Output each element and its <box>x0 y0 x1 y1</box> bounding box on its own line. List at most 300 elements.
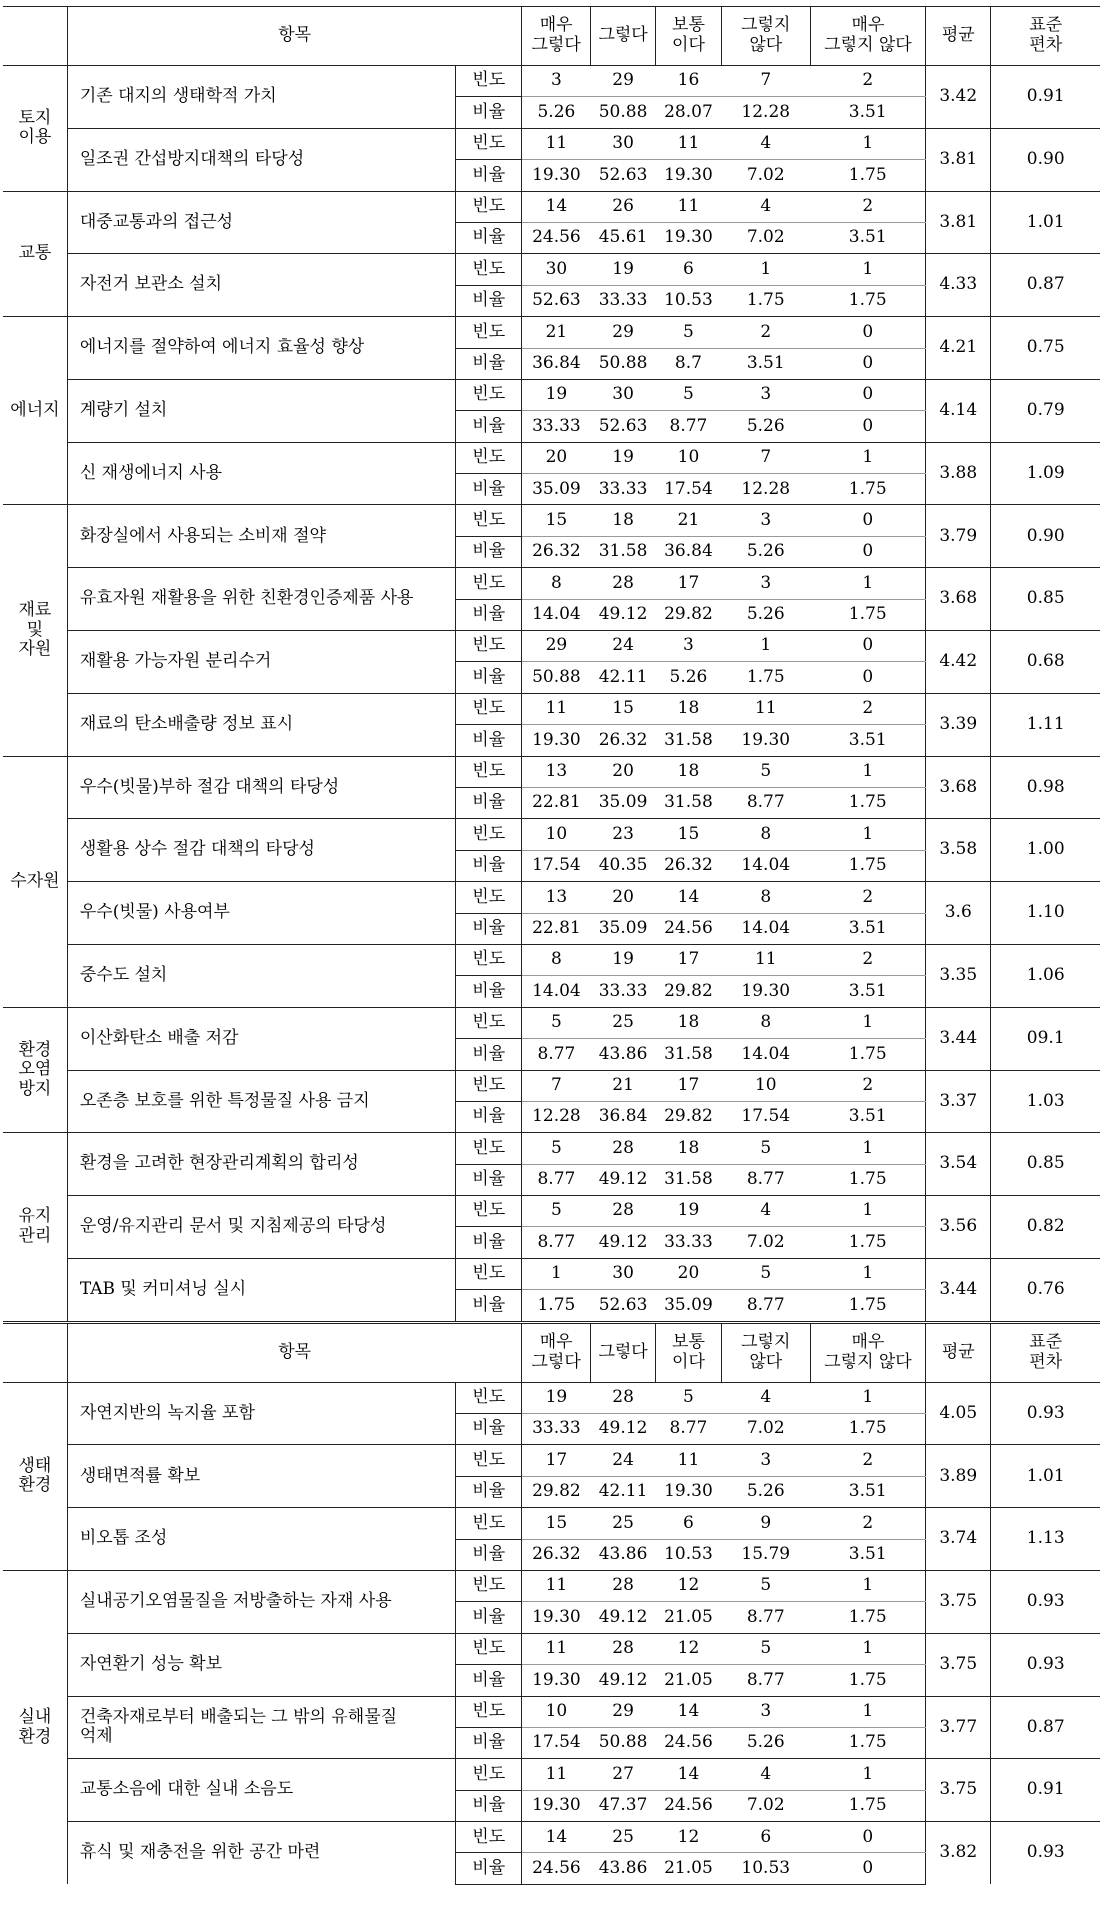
ratio-value: 14.04 <box>532 980 581 1001</box>
freq-value: 3 <box>721 505 810 536</box>
ratio-value: 17.54 <box>741 1106 791 1127</box>
freq-value: 4 <box>721 1382 810 1413</box>
freq-value: 4 <box>721 1196 810 1227</box>
ratio-label: 비율 <box>455 1290 521 1322</box>
header-item: 항목 <box>67 1322 522 1382</box>
freq-label: 빈도 <box>455 1133 521 1164</box>
ratio-value: 36.84 <box>664 541 713 562</box>
ratio-value: 26.32 <box>532 1544 581 1564</box>
freq-value: 14 <box>522 1822 590 1853</box>
freq-value: 4 <box>721 191 810 222</box>
item-name: 실내공기오염물질을 저방출하는 자재 사용 <box>67 1570 455 1633</box>
freq-value: 17 <box>656 1070 721 1101</box>
item-name: 재활용 가능자원 분리수거 <box>67 631 455 694</box>
mean-value: 3.75 <box>926 1759 991 1822</box>
freq-value: 25 <box>590 1508 655 1539</box>
freq-value: 2 <box>810 191 925 222</box>
category-cell: 교통 <box>3 191 67 317</box>
freq-value: 14 <box>656 1696 721 1727</box>
ratio-value: 8.77 <box>746 1169 785 1190</box>
freq-value: 3 <box>721 1696 810 1727</box>
sd-value: 0.98 <box>991 756 1100 819</box>
ratio-value: 5.26 <box>746 415 785 436</box>
ratio-label: 비율 <box>455 1227 521 1258</box>
ratio-value: 35.09 <box>664 1294 713 1315</box>
freq-value: 5 <box>656 379 721 410</box>
ratio-value: 8.77 <box>746 792 785 813</box>
ratio-value: 8.77 <box>537 1043 576 1064</box>
category-cell: 실내 환경 <box>3 1570 67 1884</box>
freq-value: 5 <box>656 1382 721 1413</box>
header-c4: 그렇지 않다 <box>721 1322 810 1382</box>
freq-value: 1 <box>810 1633 925 1664</box>
table-row <box>3 1822 1100 1853</box>
ratio-value: 49.12 <box>598 1669 648 1690</box>
ratio-value: 43.86 <box>598 1544 648 1564</box>
ratio-value: 47.37 <box>598 1795 648 1816</box>
freq-value: 7 <box>522 1070 590 1101</box>
table-row <box>3 128 1100 159</box>
table-row <box>3 1382 1100 1413</box>
ratio-value: 7.02 <box>746 227 785 248</box>
freq-value: 10 <box>656 442 721 473</box>
freq-label: 빈도 <box>455 66 521 97</box>
ratio-value: 49.12 <box>598 1231 648 1252</box>
ratio-label: 비율 <box>455 850 521 881</box>
ratio-label: 비율 <box>455 222 521 253</box>
ratio-value: 42.11 <box>598 666 648 687</box>
freq-value: 30 <box>590 379 655 410</box>
ratio-value: 24.56 <box>664 1795 713 1816</box>
mean-value: 4.05 <box>926 1382 991 1445</box>
freq-value: 1 <box>721 254 810 285</box>
ratio-value: 1.75 <box>848 1231 887 1252</box>
ratio-value: 33.33 <box>598 290 648 311</box>
table-row <box>3 1258 1100 1289</box>
sd-value: 0.93 <box>991 1570 1100 1633</box>
item-name: 우수(빗물)부하 절감 대책의 타당성 <box>67 756 455 819</box>
ratio-value: 8.77 <box>669 415 708 436</box>
sd-value: 0.93 <box>991 1382 1100 1445</box>
item-name: 건축자재로부터 배출되는 그 밖의 유해물질 억제 <box>67 1696 455 1759</box>
ratio-value: 8.77 <box>537 1231 576 1252</box>
freq-value: 19 <box>522 379 590 410</box>
freq-value: 3 <box>656 631 721 662</box>
item-name: 중수도 설치 <box>67 944 455 1007</box>
item-name: 이산화탄소 배출 저감 <box>67 1007 455 1070</box>
mean-value: 4.21 <box>926 317 991 380</box>
freq-value: 24 <box>590 1445 655 1476</box>
ratio-value: 3.51 <box>848 917 887 938</box>
item-name: 자연환기 성능 확보 <box>67 1633 455 1696</box>
ratio-value: 5.26 <box>746 1732 785 1753</box>
sd-value: 0.82 <box>991 1196 1100 1259</box>
mean-value: 3.75 <box>926 1570 991 1633</box>
freq-value: 0 <box>810 1822 925 1853</box>
freq-label: 빈도 <box>455 1633 521 1664</box>
ratio-value: 19.30 <box>741 729 791 750</box>
ratio-label: 비율 <box>455 1602 521 1633</box>
freq-value: 29 <box>590 66 655 97</box>
freq-value: 1 <box>810 1696 925 1727</box>
table-row <box>3 1759 1100 1790</box>
freq-label: 빈도 <box>455 693 521 724</box>
table-row <box>3 254 1100 285</box>
freq-value: 17 <box>656 568 721 599</box>
freq-value: 0 <box>810 631 925 662</box>
freq-value: 12 <box>656 1633 721 1664</box>
mean-value: 3.77 <box>926 1696 991 1759</box>
freq-value: 2 <box>810 882 925 913</box>
sd-value: 1.03 <box>991 1070 1100 1133</box>
ratio-value: 19.30 <box>664 227 713 248</box>
freq-value: 5 <box>522 1133 590 1164</box>
ratio-value: 50.88 <box>598 1732 648 1753</box>
freq-value: 2 <box>810 944 925 975</box>
ratio-value: 0 <box>862 352 874 373</box>
freq-value: 18 <box>656 756 721 787</box>
ratio-value: 8.77 <box>746 1669 785 1690</box>
freq-value: 1 <box>810 1570 925 1601</box>
ratio-label: 비율 <box>455 474 521 505</box>
freq-value: 5 <box>522 1007 590 1038</box>
freq-value: 14 <box>656 1759 721 1790</box>
header-c2: 그렇다 <box>590 1322 655 1382</box>
ratio-value: 8.77 <box>746 1606 785 1627</box>
ratio-value: 26.32 <box>532 541 581 562</box>
ratio-value: 31.58 <box>664 1169 713 1190</box>
ratio-value: 10.53 <box>664 1544 713 1564</box>
item-name: 비오톱 조성 <box>67 1508 455 1571</box>
ratio-value: 1.75 <box>848 290 887 311</box>
item-name: 생활용 상수 절감 대책의 타당성 <box>67 819 455 882</box>
freq-value: 18 <box>590 505 655 536</box>
freq-value: 11 <box>656 191 721 222</box>
category-cell: 수자원 <box>3 756 67 1007</box>
ratio-label: 비율 <box>455 1101 521 1132</box>
mean-value: 3.35 <box>926 944 991 1007</box>
table-row <box>3 442 1100 473</box>
header-c2: 그렇다 <box>590 7 655 66</box>
freq-value: 15 <box>656 819 721 850</box>
survey-table <box>3 6 1100 1885</box>
mean-value: 3.81 <box>926 128 991 191</box>
ratio-value: 43.86 <box>590 1853 655 1884</box>
ratio-value: 1.75 <box>848 604 887 625</box>
freq-value: 18 <box>656 1133 721 1164</box>
freq-label: 빈도 <box>455 631 521 662</box>
item-name: 휴식 및 재충전을 위한 공간 마련 <box>67 1822 455 1885</box>
freq-value: 3 <box>721 568 810 599</box>
ratio-value: 5.26 <box>746 604 785 625</box>
ratio-value: 33.33 <box>598 478 648 499</box>
freq-value: 16 <box>656 66 721 97</box>
freq-value: 17 <box>656 944 721 975</box>
ratio-value: 7.02 <box>746 1418 785 1439</box>
ratio-value: 3.51 <box>848 1544 887 1564</box>
ratio-value: 3.51 <box>848 729 887 750</box>
freq-value: 30 <box>522 254 590 285</box>
sd-value: 0.87 <box>991 254 1100 317</box>
item-name: 유효자원 재활용을 위한 친환경인증제품 사용 <box>67 568 455 631</box>
ratio-value: 15.79 <box>741 1544 791 1564</box>
ratio-value: 49.12 <box>598 1418 648 1439</box>
table-row <box>3 1508 1100 1539</box>
ratio-label: 비율 <box>455 599 521 630</box>
ratio-label: 비율 <box>455 160 521 191</box>
freq-label: 빈도 <box>455 1508 521 1539</box>
table-row <box>3 568 1100 599</box>
ratio-value: 1.75 <box>848 164 887 185</box>
ratio-label: 비율 <box>455 411 521 442</box>
sd-value: 0.85 <box>991 1133 1100 1196</box>
ratio-value: 33.33 <box>598 980 648 1001</box>
freq-value: 6 <box>656 1508 721 1539</box>
freq-label: 빈도 <box>455 379 521 410</box>
header-mean: 평균 <box>926 7 991 66</box>
ratio-value: 3.51 <box>848 1106 887 1127</box>
freq-label: 빈도 <box>455 882 521 913</box>
table-row <box>3 317 1100 348</box>
ratio-value: 7.02 <box>746 1795 785 1816</box>
freq-value: 12 <box>656 1822 721 1853</box>
item-name: 신 재생에너지 사용 <box>67 442 455 505</box>
ratio-label: 비율 <box>455 1727 521 1758</box>
header-blank <box>3 7 67 66</box>
ratio-value: 14.04 <box>532 604 581 625</box>
freq-value: 19 <box>590 442 655 473</box>
ratio-label: 비율 <box>455 1665 521 1696</box>
ratio-value: 31.58 <box>598 541 648 562</box>
ratio-value: 14.04 <box>741 1043 791 1064</box>
freq-value: 25 <box>590 1822 655 1853</box>
sd-value: 0.76 <box>991 1258 1100 1322</box>
sd-value: 0.79 <box>991 379 1100 442</box>
ratio-value: 28.07 <box>664 101 713 122</box>
ratio-value: 17.54 <box>532 1732 581 1753</box>
freq-value: 15 <box>590 693 655 724</box>
category-cell: 환경 오염 방지 <box>3 1007 67 1133</box>
sd-value: 0.93 <box>991 1822 1100 1885</box>
ratio-value: 1.75 <box>848 1169 887 1190</box>
category-cell: 재료 및 자원 <box>3 505 67 756</box>
header-sd: 표준 편차 <box>991 7 1100 66</box>
freq-value: 10 <box>522 1696 590 1727</box>
freq-value: 1 <box>810 568 925 599</box>
header-mean: 평균 <box>926 1322 991 1382</box>
freq-value: 8 <box>522 944 590 975</box>
freq-value: 27 <box>590 1759 655 1790</box>
ratio-value: 1.75 <box>848 1043 887 1064</box>
ratio-value: 21.05 <box>664 1606 713 1627</box>
ratio-value: 49.12 <box>598 1606 648 1627</box>
freq-label: 빈도 <box>455 1070 521 1101</box>
ratio-value: 35.09 <box>598 792 648 813</box>
header-c3: 보통 이다 <box>656 1322 721 1382</box>
mean-value: 3.56 <box>926 1196 991 1259</box>
item-name: 자전거 보관소 설치 <box>67 254 455 317</box>
freq-value: 1 <box>810 254 925 285</box>
ratio-value: 31.58 <box>664 792 713 813</box>
ratio-value: 50.88 <box>532 666 581 687</box>
freq-value: 28 <box>590 1133 655 1164</box>
ratio-value: 26.32 <box>598 729 648 750</box>
freq-value: 19 <box>590 254 655 285</box>
sd-value: 0.85 <box>991 568 1100 631</box>
ratio-value: 3.51 <box>848 227 887 248</box>
freq-value: 2 <box>810 693 925 724</box>
freq-value: 18 <box>656 693 721 724</box>
header-c5: 매우 그렇지 않다 <box>810 1322 925 1382</box>
item-name: 계량기 설치 <box>67 379 455 442</box>
table-row <box>3 631 1100 662</box>
table-row <box>3 1696 1100 1727</box>
ratio-value: 12.28 <box>532 1106 581 1127</box>
freq-value: 28 <box>590 1382 655 1413</box>
freq-value: 10 <box>721 1070 810 1101</box>
table-row <box>3 882 1100 913</box>
freq-label: 빈도 <box>455 1696 521 1727</box>
freq-value: 5 <box>656 317 721 348</box>
item-name: 교통소음에 대한 실내 소음도 <box>67 1759 455 1822</box>
ratio-value: 24.56 <box>664 1732 713 1753</box>
freq-value: 3 <box>522 66 590 97</box>
ratio-value: 42.11 <box>598 1481 648 1502</box>
ratio-value: 1.75 <box>848 1418 887 1439</box>
freq-value: 8 <box>721 819 810 850</box>
ratio-value: 52.63 <box>598 1294 648 1315</box>
ratio-value: 3.51 <box>848 101 887 122</box>
freq-label: 빈도 <box>455 128 521 159</box>
sd-value: 0.68 <box>991 631 1100 694</box>
ratio-value: 5.26 <box>746 1481 785 1502</box>
freq-value: 29 <box>590 317 655 348</box>
table-row <box>3 1570 1100 1601</box>
ratio-value: 3.51 <box>848 980 887 1001</box>
ratio-value: 24.56 <box>664 917 713 938</box>
freq-value: 23 <box>590 819 655 850</box>
ratio-label: 비율 <box>455 285 521 316</box>
freq-value: 1 <box>810 1759 925 1790</box>
freq-label: 빈도 <box>455 1258 521 1289</box>
freq-value: 1 <box>810 1196 925 1227</box>
header-row <box>3 7 1100 66</box>
header-c4: 그렇지 않다 <box>721 7 810 66</box>
freq-value: 1 <box>810 1382 925 1413</box>
freq-value: 12 <box>656 1570 721 1601</box>
header-sd: 표준 편차 <box>991 1322 1100 1382</box>
ratio-value: 52.63 <box>532 290 581 311</box>
ratio-value: 0 <box>862 666 874 687</box>
ratio-label: 비율 <box>455 1414 521 1445</box>
sd-value: 0.91 <box>991 66 1100 129</box>
mean-value: 3.37 <box>926 1070 991 1133</box>
ratio-value: 8.77 <box>537 1169 576 1190</box>
freq-value: 11 <box>522 128 590 159</box>
ratio-value: 49.12 <box>598 604 648 625</box>
ratio-label: 비율 <box>455 1853 521 1884</box>
freq-value: 0 <box>810 379 925 410</box>
ratio-value: 19.30 <box>532 1606 581 1627</box>
ratio-value: 19.30 <box>664 164 713 185</box>
table-row <box>3 1070 1100 1101</box>
freq-value: 15 <box>522 1508 590 1539</box>
sd-value: 1.10 <box>991 882 1100 945</box>
ratio-value: 1.75 <box>537 1294 576 1315</box>
freq-value: 11 <box>721 693 810 724</box>
ratio-value: 8.7 <box>674 352 702 373</box>
freq-label: 빈도 <box>455 1570 521 1601</box>
ratio-label: 비율 <box>455 1539 521 1570</box>
sd-value: 0.91 <box>991 1759 1100 1822</box>
ratio-value: 24.56 <box>522 1853 590 1884</box>
ratio-value: 19.30 <box>532 1669 581 1690</box>
ratio-label: 비율 <box>455 536 521 567</box>
freq-value: 29 <box>590 1696 655 1727</box>
ratio-value: 43.86 <box>598 1043 648 1064</box>
ratio-label: 비율 <box>455 97 521 128</box>
freq-value: 6 <box>721 1822 810 1853</box>
freq-value: 14 <box>522 191 590 222</box>
header-c1: 매우 그렇다 <box>522 1322 590 1382</box>
header-blank <box>3 1322 67 1382</box>
ratio-value: 19.30 <box>532 729 581 750</box>
sd-value: 0.90 <box>991 505 1100 568</box>
freq-value: 1 <box>810 756 925 787</box>
freq-value: 3 <box>721 379 810 410</box>
freq-value: 30 <box>590 128 655 159</box>
freq-value: 5 <box>721 756 810 787</box>
ratio-value: 29.82 <box>664 604 713 625</box>
freq-value: 30 <box>590 1258 655 1289</box>
item-name: 환경을 고려한 현장관리계획의 합리성 <box>67 1133 455 1196</box>
item-name: 일조권 간섭방지대책의 타당성 <box>67 128 455 191</box>
mean-value: 3.79 <box>926 505 991 568</box>
item-name: 우수(빗물) 사용여부 <box>67 882 455 945</box>
ratio-value: 3.51 <box>746 352 785 373</box>
freq-label: 빈도 <box>455 442 521 473</box>
freq-value: 21 <box>522 317 590 348</box>
sd-value: 0.90 <box>991 128 1100 191</box>
ratio-value: 29.82 <box>532 1481 581 1502</box>
ratio-value: 1.75 <box>746 290 785 311</box>
ratio-value: 31.58 <box>664 1043 713 1064</box>
freq-label: 빈도 <box>455 1445 521 1476</box>
ratio-value: 31.58 <box>664 729 713 750</box>
table-row <box>3 693 1100 724</box>
sd-value: 0.75 <box>991 317 1100 380</box>
ratio-value: 29.82 <box>664 980 713 1001</box>
item-name: 재료의 탄소배출량 정보 표시 <box>67 693 455 756</box>
mean-value: 4.14 <box>926 379 991 442</box>
ratio-value: 12.28 <box>741 101 791 122</box>
freq-value: 2 <box>810 1445 925 1476</box>
freq-value: 28 <box>590 568 655 599</box>
item-name: 기존 대지의 생태학적 가치 <box>67 66 455 129</box>
ratio-value: 3.51 <box>848 1481 887 1502</box>
freq-value: 19 <box>522 1382 590 1413</box>
freq-value: 8 <box>721 882 810 913</box>
ratio-value: 1.75 <box>848 792 887 813</box>
freq-label: 빈도 <box>455 1822 521 1853</box>
ratio-value: 1.75 <box>848 1294 887 1315</box>
ratio-value: 0 <box>810 1853 925 1884</box>
ratio-value: 36.84 <box>532 352 581 373</box>
item-name: 생태면적률 확보 <box>67 1445 455 1508</box>
table-row <box>3 191 1100 222</box>
freq-value: 2 <box>810 66 925 97</box>
ratio-value: 10.53 <box>664 290 713 311</box>
